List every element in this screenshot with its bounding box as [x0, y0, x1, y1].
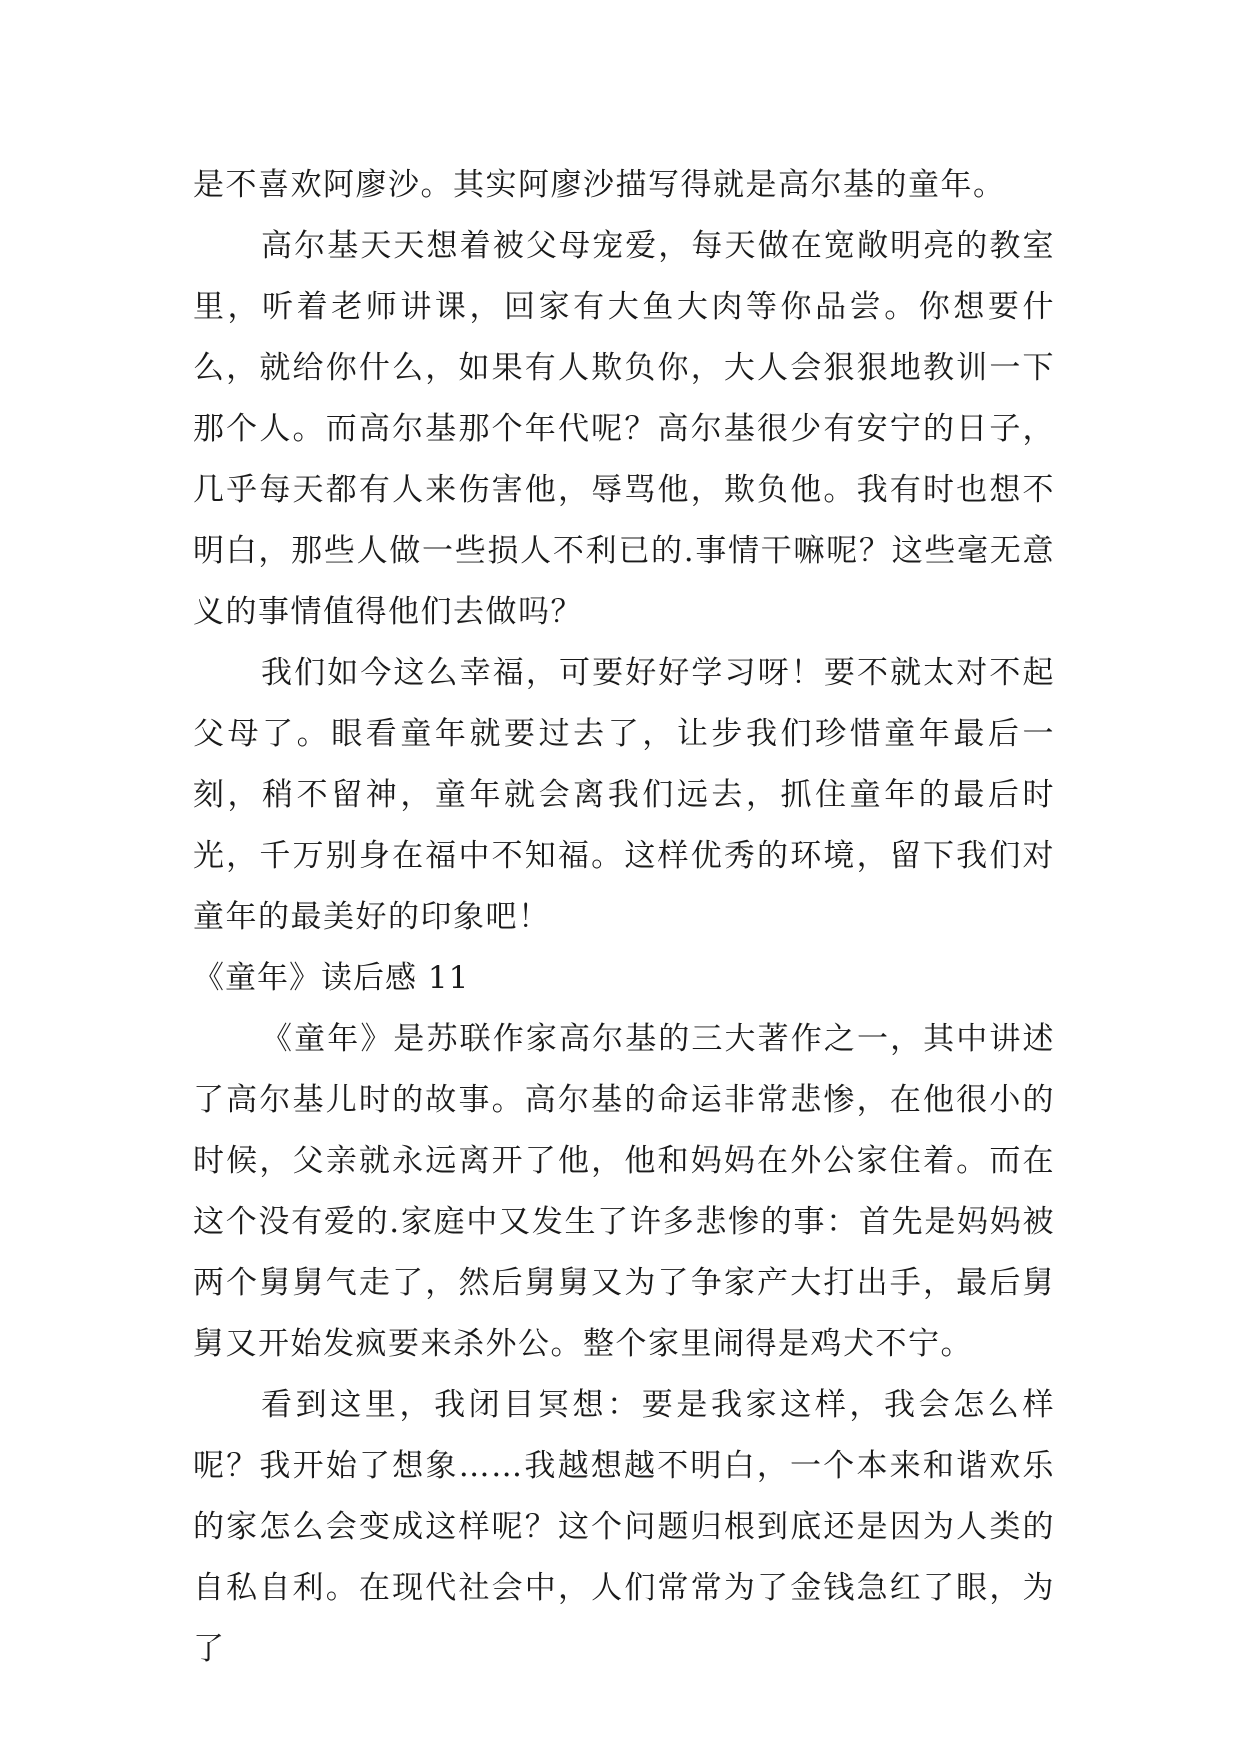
- paragraph-reflection: 看到这里，我闭目冥想：要是我家这样，我会怎么样呢？我开始了想象……我越想越不明白，一个本来和谐欢乐的家怎么会变成这样呢？这个问题归根到底还是因为人类的自私自利。在现代社会中，人们常常为了金钱急红了眼，为了: [193, 1387, 1055, 1667]
- document-body: [193, 155, 1055, 1680]
- paragraph-cherish-childhood: 我们如今这么幸福，可要好好学习呀！要不就太对不起父母了。眼看童年就要过去了，让步我们珍惜童年最后一刻，稍不留神，童年就会离我们远去，抓住童年的最后时光，千万别身在福中不知福。这样优秀的环境，留下我们对童年的最美好的印象吧！: [193, 655, 1055, 935]
- paragraph-gorky-wishes: 高尔基天天想着被父母宠爱，每天做在宽敞明亮的教室里，听着老师讲课，回家有大鱼大肉等你品尝。你想要什么，就给你什么，如果有人欺负你，大人会狠狠地教训一下那个人。而高尔基那个年代呢？高尔基很少有安宁的日子，几乎每天都有人来伤害他，辱骂他，欺负他。我有时也想不明白，那些人做一些损人不利已的.事情干嘛呢？这些毫无意义的事情值得他们去做吗？: [193, 228, 1055, 630]
- section-title: 《童年》读后感 11: [193, 960, 470, 996]
- paragraph-continuation: 是不喜欢阿廖沙。其实阿廖沙描写得就是高尔基的童年。: [193, 167, 1006, 203]
- paragraph-book-intro: 《童年》是苏联作家高尔基的三大著作之一，其中讲述了高尔基儿时的故事。高尔基的命运非常悲惨，在他很小的时候，父亲就永远离开了他，他和妈妈在外公家住着。而在这个没有爱的.家庭中又发生了许多悲惨的事：首先是妈妈被两个舅舅气走了，然后舅舅又为了争家产大打出手，最后舅舅又开始发疯要来杀外公。整个家里闹得是鸡犬不宁。: [193, 1021, 1055, 1362]
